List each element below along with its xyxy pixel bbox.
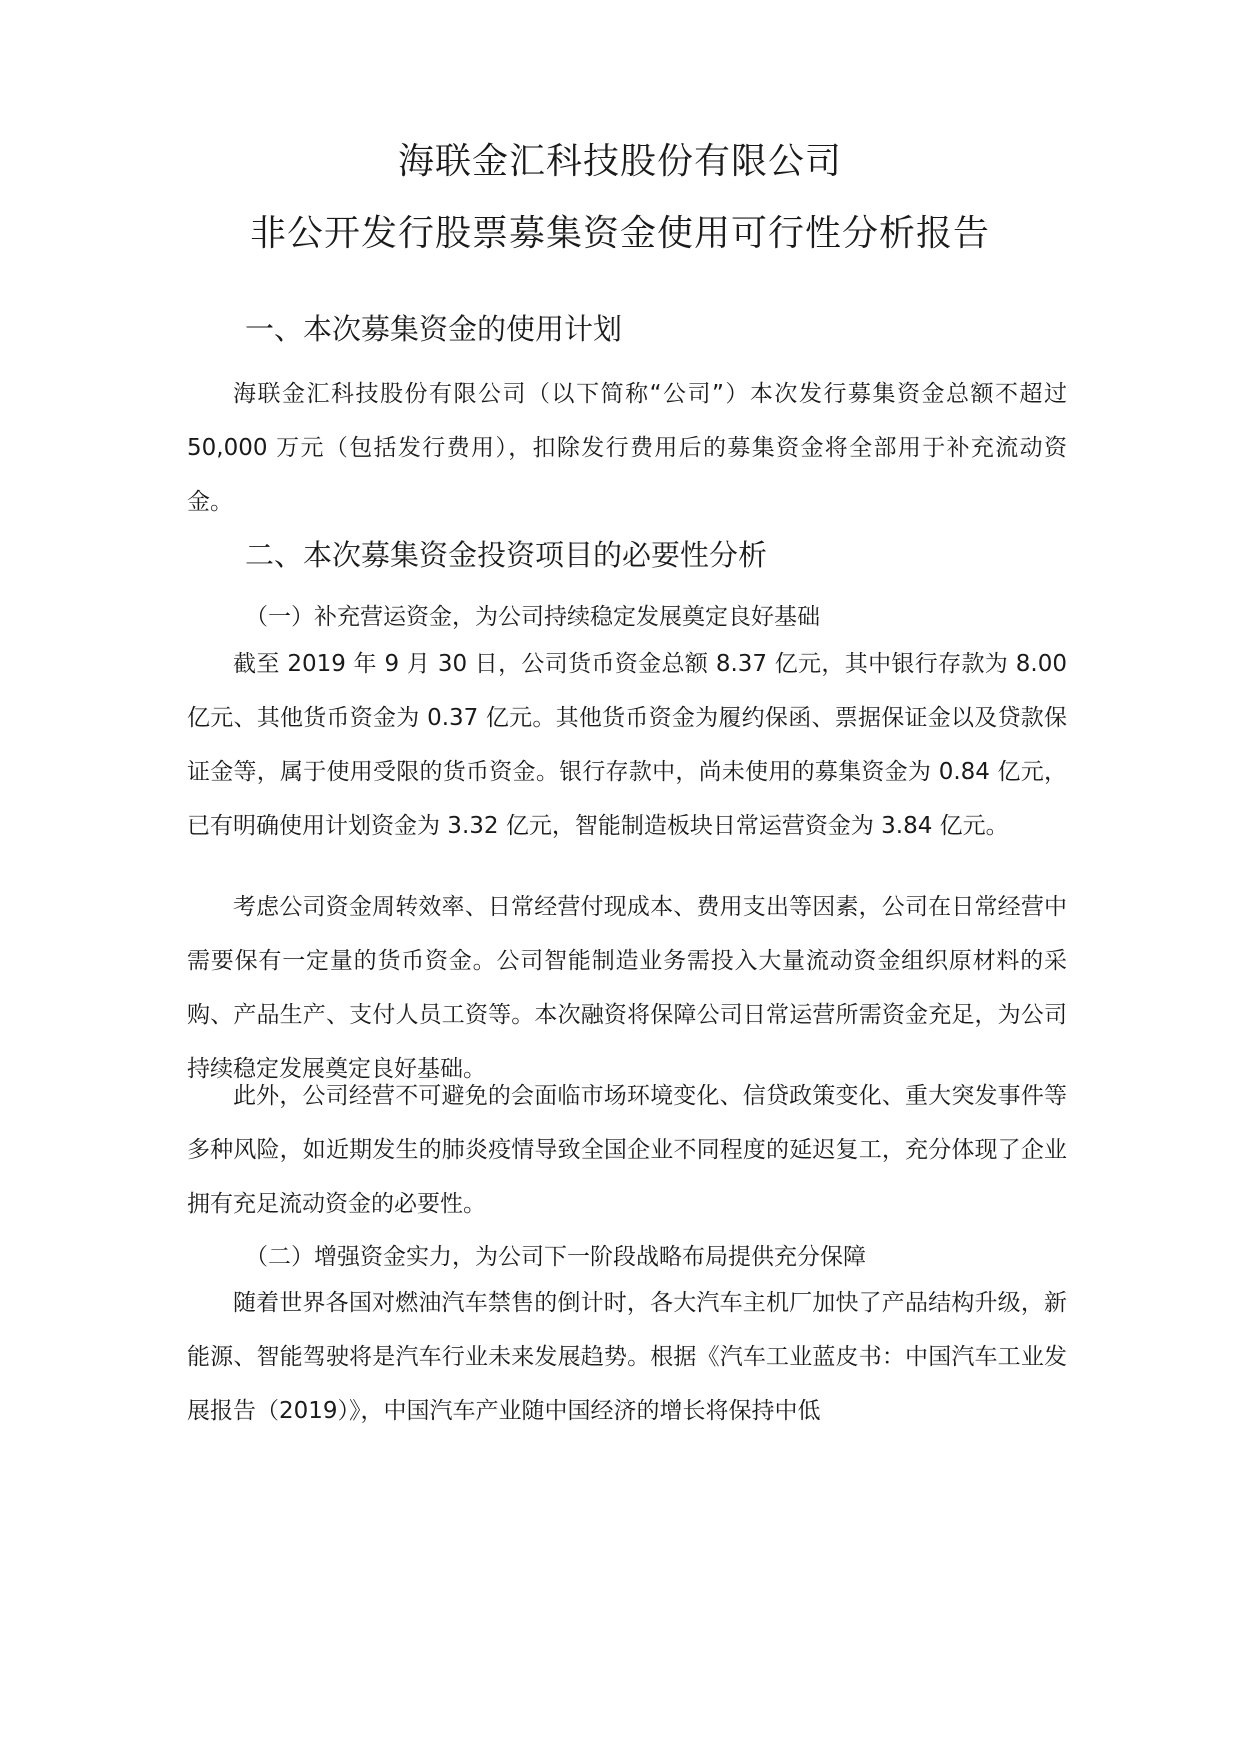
document-title-line1: 海联金汇科技股份有限公司 bbox=[397, 141, 842, 182]
section2-sub1-paragraph-2: 考虑公司资金周转效率、日常经营付现成本、费用支出等因素，公司在日常经营中需要保有一定量的货币资金。公司智能制造业务需投入大量流动资金组织原材料的采购、产品生产、支付人员工资等。本次融资将保障公司日常运营所需资金充足，为公司持续稳定发展奠定良好基础。 bbox=[187, 894, 1067, 1082]
section2-sub1-heading: （一）补充营运资金，为公司持续稳定发展奠定良好基础 bbox=[245, 604, 820, 630]
document-title-line2: 非公开发行股票募集资金使用可行性分析报告 bbox=[249, 213, 990, 254]
section2-sub1-paragraph-1: 截至 2019 年 9 月 30 日，公司货币资金总额 8.37 亿元，其中银行存款为 8.00 亿元、其他货币资金为 0.37 亿元。其他货币资金为履约保函、票据保证金以及贷款保证金等，属于使用受限的货币资金。银行存款中，尚未使用的募集资金为 0.84 亿元，已有明确使用计划资金为 3.32 亿元，智能制造板块日常运营资金为 3.84 亿元。 bbox=[187, 651, 1067, 839]
section1-paragraph-1: 海联金汇科技股份有限公司（以下简称“公司”）本次发行募集资金总额不超过 50,000 万元（包括发行费用），扣除发行费用后的募集资金将全部用于补充流动资金。 bbox=[187, 381, 1067, 515]
section2-heading: 二、本次募集资金投资项目的必要性分析 bbox=[245, 538, 768, 572]
section2-sub2-heading: （二）增强资金实力，为公司下一阶段战略布局提供充分保障 bbox=[245, 1244, 866, 1270]
section1-heading: 一、本次募集资金的使用计划 bbox=[245, 312, 623, 346]
section2-sub2-paragraph-1: 随着世界各国对燃油汽车禁售的倒计时，各大汽车主机厂加快了产品结构升级，新能源、智能驾驶将是汽车行业未来发展趋势。根据《汽车工业蓝皮书：中国汽车工业发展报告（2019）》，中国汽车产业随中国经济的增长将保持中低 bbox=[187, 1290, 1067, 1424]
section2-sub1-paragraph-3: 此外，公司经营不可避免的会面临市场环境变化、信贷政策变化、重大突发事件等多种风险，如近期发生的肺炎疫情导致全国企业不同程度的延迟复工，充分体现了企业拥有充足流动资金的必要性。 bbox=[187, 1083, 1067, 1217]
